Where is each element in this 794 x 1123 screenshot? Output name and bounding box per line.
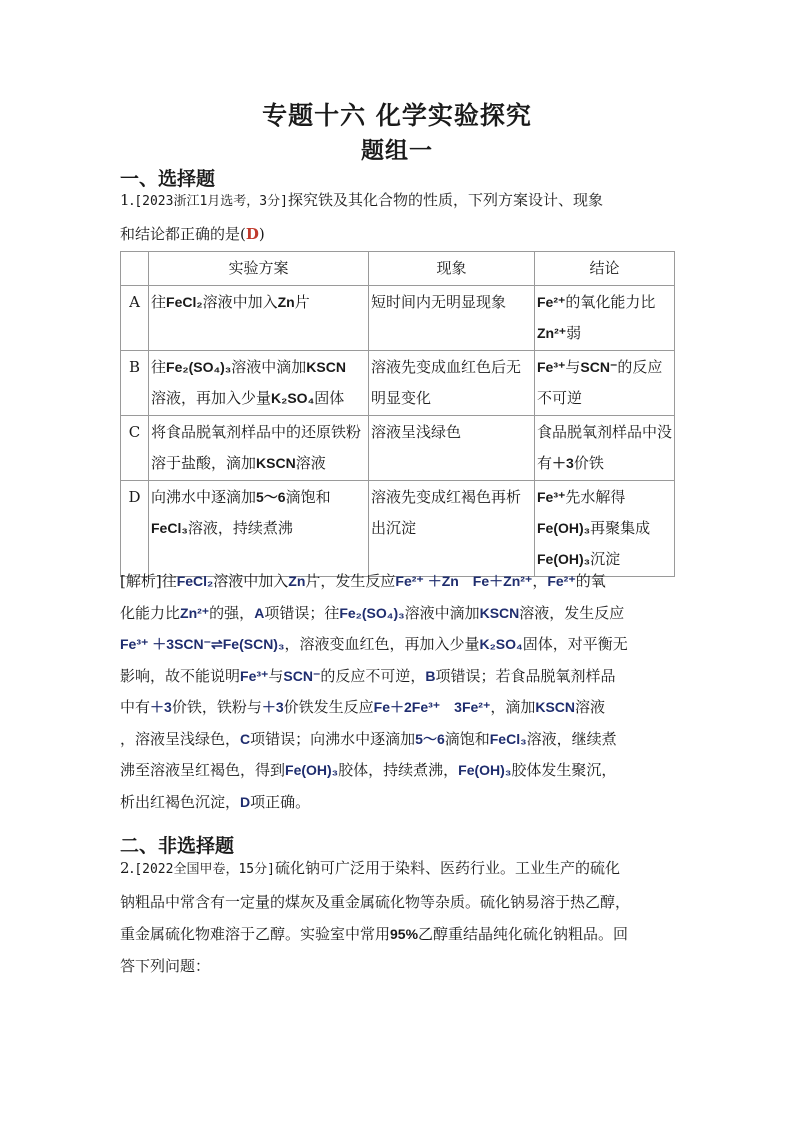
stem-text: 重金属硫化物难溶于乙醇。实验室中常用 bbox=[120, 925, 391, 943]
table-header: 结论 bbox=[535, 252, 675, 286]
analysis-text: 项正确。 bbox=[250, 792, 311, 811]
chem-formula: Zn²⁺ bbox=[537, 325, 567, 341]
chem-equation: Fe²⁺ ＋Zn Fe＋Zn²⁺ bbox=[395, 573, 533, 589]
stem-text: ) bbox=[258, 225, 265, 243]
row-label: B bbox=[121, 351, 149, 416]
analysis-text: 影响，故不能说明 bbox=[120, 666, 241, 685]
chem-formula: Fe(OH)₃ bbox=[537, 520, 591, 536]
row-label: A bbox=[121, 286, 149, 351]
cell-text: 的反应不可逆 bbox=[537, 358, 663, 407]
chem-formula: FeCl₃ bbox=[151, 520, 188, 536]
stem-text: 硫化钠可广泛用于染料、医药行业。工业生产的硫化 bbox=[274, 859, 620, 877]
chem-formula: SCN⁻ bbox=[580, 359, 618, 375]
cell-text: 溶液中加入 bbox=[202, 293, 278, 311]
analysis-line bbox=[120, 692, 676, 724]
analysis-text: 项错误；向沸水中逐滴加 bbox=[250, 729, 416, 748]
chem-formula: 5～6 bbox=[256, 489, 286, 505]
plan-cell bbox=[149, 351, 369, 416]
table-header-row bbox=[121, 252, 675, 286]
chem-formula: ＋3 bbox=[150, 699, 172, 715]
question-2-stem bbox=[120, 852, 676, 982]
table-row bbox=[121, 416, 675, 481]
analysis-line bbox=[120, 566, 676, 598]
cell-text: 的氧化能力比 bbox=[565, 293, 656, 311]
answer-letter: D bbox=[245, 225, 259, 243]
table-row bbox=[121, 351, 675, 416]
chem-formula: K₂SO₄ bbox=[271, 390, 315, 406]
conclusion-cell bbox=[535, 286, 675, 351]
chem-formula: K₂SO₄ bbox=[479, 636, 523, 652]
analysis-text: 沸至溶液呈红褐色，得到 bbox=[120, 761, 286, 779]
chem-equation: Fe＋2Fe³⁺ 3Fe²⁺ bbox=[373, 699, 491, 715]
analysis-text: [解析]往 bbox=[120, 572, 177, 590]
chem-formula: ＋3 bbox=[261, 699, 284, 715]
analysis-text: 溶液中加入 bbox=[213, 572, 289, 590]
plan-cell bbox=[149, 481, 369, 577]
question-source: [2023浙江1月选考，3分] bbox=[134, 194, 288, 209]
section-heading-nonchoice: 二、非选择题 bbox=[120, 835, 235, 857]
cell-text: 向沸水中逐滴加 bbox=[151, 488, 257, 506]
chem-formula: FeCl₃ bbox=[489, 730, 527, 747]
question-source: [2022全国甲卷，15分] bbox=[134, 862, 275, 877]
chem-formula: ＋3 bbox=[552, 455, 574, 471]
cell-text: 与 bbox=[565, 358, 581, 376]
option-letter: A bbox=[254, 604, 265, 621]
conclusion-cell bbox=[535, 481, 675, 577]
chem-formula: 5～6 bbox=[415, 730, 445, 747]
cell-text: 溶液中滴加 bbox=[231, 358, 307, 376]
chem-formula: KSCN bbox=[479, 604, 520, 621]
chem-formula: Zn²⁺ bbox=[180, 604, 210, 621]
cell-text: 溶液，持续煮沸 bbox=[187, 519, 293, 537]
conclusion-cell bbox=[535, 351, 675, 416]
chem-formula: KSCN bbox=[535, 699, 576, 715]
experiment-table bbox=[120, 251, 675, 577]
analysis-text: 胶体，持续煮沸， bbox=[338, 761, 459, 779]
analysis-text: 溶液，继续煮 bbox=[526, 729, 617, 748]
phenomenon-cell: 溶液先变成血红色后无明显变化 bbox=[369, 351, 535, 416]
question-number: 1. bbox=[120, 191, 135, 209]
row-label: C bbox=[121, 416, 149, 481]
analysis-text: 的反应不可逆， bbox=[320, 666, 426, 685]
analysis-line bbox=[120, 629, 676, 661]
analysis-text: 的氧 bbox=[575, 572, 606, 590]
analysis-line bbox=[120, 598, 676, 630]
cell-text: 溶液 bbox=[295, 454, 326, 472]
analysis-text: 项错误；若食品脱氧剂样品 bbox=[435, 666, 616, 685]
option-letter: B bbox=[425, 667, 436, 684]
analysis-text: 中有 bbox=[120, 698, 151, 716]
analysis-text: ，溶液呈浅绿色， bbox=[120, 729, 241, 748]
chem-equation: Fe³⁺ ＋3SCN⁻⇌Fe(SCN)₃ bbox=[120, 636, 285, 652]
analysis-text: 价铁，铁粉与 bbox=[171, 698, 262, 716]
cell-text: 溶液，再加入少量 bbox=[151, 389, 272, 407]
analysis-text: ， bbox=[532, 572, 548, 590]
analysis-text: 滴饱和 bbox=[444, 729, 490, 748]
analysis-text: ，溶液变血红色，再加入少量 bbox=[284, 635, 480, 653]
phenomenon-cell: 溶液先变成红褐色再析出沉淀 bbox=[369, 481, 535, 577]
analysis-text: 溶液 bbox=[575, 698, 606, 716]
cell-text: 往 bbox=[151, 358, 167, 376]
analysis-text: ，滴加 bbox=[490, 698, 536, 716]
analysis-block bbox=[120, 566, 676, 818]
chem-formula: Fe₂(SO₄)₃ bbox=[339, 604, 405, 621]
table-header: 实验方案 bbox=[149, 252, 369, 286]
analysis-text: 与 bbox=[268, 666, 284, 685]
plan-cell bbox=[149, 286, 369, 351]
chem-formula: Fe³⁺ bbox=[537, 489, 566, 505]
analysis-line bbox=[120, 787, 676, 819]
cell-text: 将食品脱氧剂样品中的还原铁粉溶于盐酸，滴加 bbox=[151, 423, 362, 472]
chem-formula: KSCN bbox=[306, 359, 346, 375]
plan-cell bbox=[149, 416, 369, 481]
page-title: 专题十六 化学实验探究 bbox=[262, 101, 532, 130]
analysis-text: 胶体发生聚沉， bbox=[511, 761, 617, 779]
cell-text: 固体 bbox=[314, 389, 345, 407]
cell-text: 再聚集成 bbox=[590, 519, 651, 537]
phenomenon-cell: 短时间内无明显现象 bbox=[369, 286, 535, 351]
stem-text: 钠粗品中常含有一定量的煤灰及重金属硫化物等杂质。硫化钠易溶于热乙醇， bbox=[120, 893, 631, 911]
cell-text: 沉淀 bbox=[590, 550, 621, 568]
option-letter: C bbox=[240, 730, 251, 747]
chem-formula: Fe²⁺ bbox=[547, 573, 576, 589]
analysis-line bbox=[120, 661, 676, 693]
chem-formula: Zn bbox=[277, 294, 295, 310]
stem-text: 和结论都正确的是( bbox=[120, 225, 246, 243]
cell-text: 滴饱和 bbox=[285, 488, 331, 506]
option-letter: D bbox=[240, 793, 251, 810]
analysis-text: 溶液，发生反应 bbox=[519, 603, 625, 622]
analysis-text: 的强， bbox=[209, 603, 255, 622]
analysis-text: 价铁发生反应 bbox=[283, 698, 374, 716]
chem-formula: Fe(OH)₃ bbox=[458, 762, 512, 778]
analysis-text: 片，发生反应 bbox=[305, 572, 396, 590]
stem-text: 答下列问题： bbox=[120, 957, 211, 975]
table-header: 现象 bbox=[369, 252, 535, 286]
chem-formula: Fe³⁺ bbox=[537, 359, 566, 375]
chem-formula: Fe³⁺ bbox=[240, 667, 269, 684]
analysis-line bbox=[120, 724, 676, 756]
chem-formula: Fe(OH)₃ bbox=[285, 762, 339, 778]
section-heading-choice: 一、选择题 bbox=[120, 168, 216, 190]
cell-text: 往 bbox=[151, 293, 167, 311]
analysis-text: 固体，对平衡无 bbox=[522, 635, 628, 653]
row-label: D bbox=[121, 481, 149, 577]
analysis-line bbox=[120, 755, 676, 787]
cell-text: 价铁 bbox=[573, 454, 604, 472]
chem-formula: FeCl₂ bbox=[176, 573, 214, 589]
analysis-text: 溶液中滴加 bbox=[404, 603, 480, 622]
analysis-text: 析出红褐色沉淀， bbox=[120, 792, 241, 811]
page-subtitle: 题组一 bbox=[361, 137, 433, 164]
question-number: 2. bbox=[120, 859, 135, 877]
chem-formula: Fe(OH)₃ bbox=[537, 551, 591, 567]
cell-text: 食品脱氧剂样品中没有 bbox=[537, 423, 673, 472]
concentration-value: 95% bbox=[390, 926, 419, 942]
stem-text: 乙醇重结晶纯化硫化钠粗品。回 bbox=[418, 925, 629, 943]
analysis-text: 化能力比 bbox=[120, 603, 181, 622]
table-row bbox=[121, 286, 675, 351]
cell-text: 弱 bbox=[566, 324, 582, 342]
phenomenon-cell: 溶液呈浅绿色 bbox=[369, 416, 535, 481]
chem-formula: Fe²⁺ bbox=[537, 294, 566, 310]
table-row bbox=[121, 481, 675, 577]
stem-text: 探究铁及其化合物的性质，下列方案设计、现象 bbox=[287, 191, 603, 209]
table-header bbox=[121, 252, 149, 286]
chem-formula: KSCN bbox=[256, 455, 296, 471]
analysis-text: 项错误；往 bbox=[264, 603, 340, 622]
chem-formula: FeCl₂ bbox=[166, 294, 203, 310]
chem-formula: SCN⁻ bbox=[283, 667, 321, 684]
chem-formula: Zn bbox=[288, 573, 306, 589]
cell-text: 片 bbox=[294, 293, 310, 311]
question-1-stem bbox=[120, 184, 676, 250]
conclusion-cell bbox=[535, 416, 675, 481]
chem-formula: Fe₂(SO₄)₃ bbox=[166, 359, 232, 375]
cell-text: 先水解得 bbox=[565, 488, 626, 506]
